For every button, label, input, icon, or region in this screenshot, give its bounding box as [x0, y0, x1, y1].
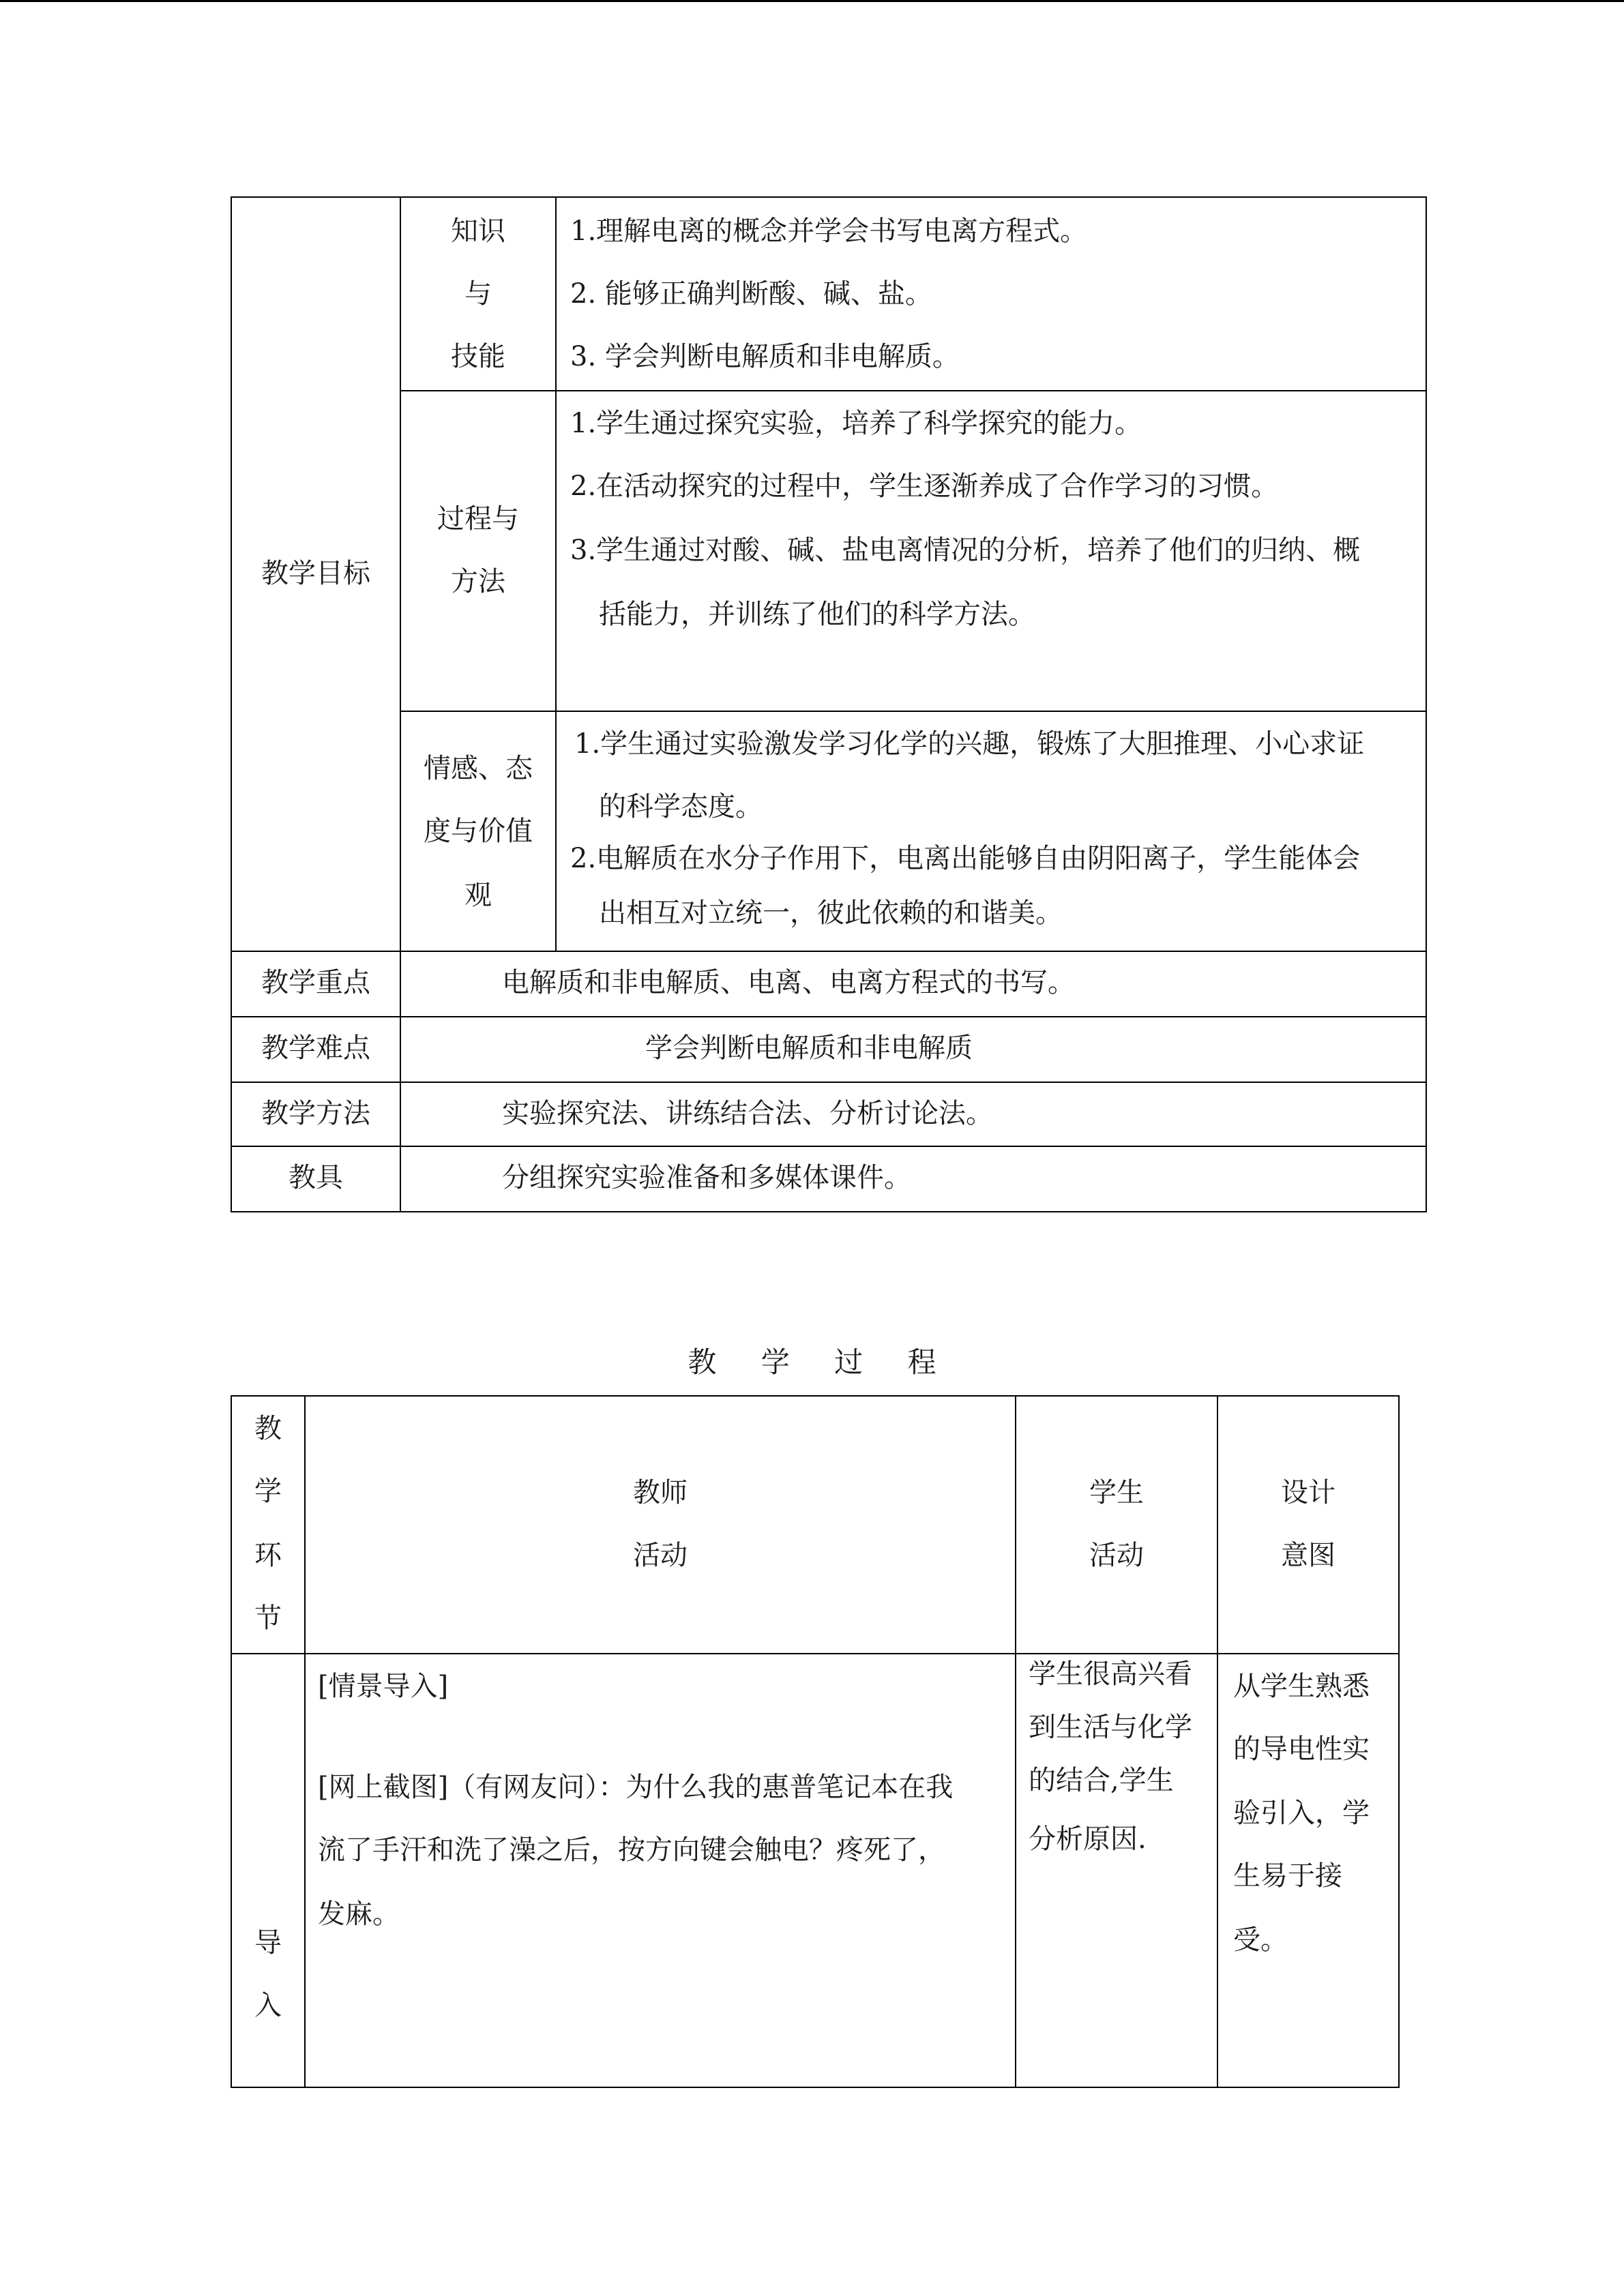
title-char: 过: [834, 1345, 863, 1379]
row-intent-line: 受。: [1233, 1924, 1288, 1956]
header-teacher-cell: [304, 1395, 1016, 1654]
row-teacher-line: 流了手汗和洗了澡之后，按方向键会触电？疼死了，: [318, 1834, 945, 1866]
header-intent-cell: [1217, 1395, 1400, 1654]
process-label-cell: [400, 390, 557, 712]
knowledge-item: 2. 能够正确判断酸、碱、盐。: [570, 278, 932, 310]
page-top-border: [0, 0, 1624, 2]
emotion-item: 1.学生通过实验激发学习化学的兴趣，锻炼了大胆推理、小心求证: [574, 728, 1365, 760]
objectives-label: 教学目标: [261, 558, 370, 589]
emotion-label-line: 度与价值: [424, 816, 533, 847]
row-value: 学会判断电解质和非电解质: [645, 1032, 973, 1064]
header-student-line: 活动: [1089, 1540, 1144, 1571]
emotion-item: 出相互对立统一，彼此依赖的和谐美。: [599, 897, 1063, 929]
title-char: 学: [761, 1345, 790, 1379]
title-char: 程: [907, 1345, 936, 1379]
row-label: 教学方法: [261, 1098, 370, 1129]
row-teacher-line: [情景导入]: [318, 1671, 449, 1702]
row-intent-line: 验引入，学: [1233, 1798, 1370, 1829]
header-teacher-line: 活动: [633, 1540, 688, 1571]
process-item: 括能力，并训练了他们的科学方法。: [599, 599, 1035, 630]
row-stage-char: 入: [254, 1990, 282, 2021]
row-student-line: 分析原因.: [1029, 1823, 1147, 1855]
process-label-line: 方法: [451, 566, 505, 597]
knowledge-label-line: 知识: [451, 215, 505, 247]
header-intent-line: 设计: [1281, 1477, 1335, 1508]
header-student-cell: [1015, 1395, 1218, 1654]
row-value: 电解质和非电解质、电离、电离方程式的书写。: [502, 967, 1075, 998]
row-label: 教具: [289, 1162, 343, 1193]
row-intent-line: 从学生熟悉: [1233, 1671, 1370, 1702]
process-item: 2.在活动探究的过程中，学生逐渐养成了合作学习的习惯。: [570, 471, 1279, 502]
row-teacher-cell: [304, 1653, 1016, 2088]
header-student-line: 学生: [1089, 1477, 1144, 1508]
header-stage-char: 节: [254, 1602, 282, 1634]
knowledge-label-line: 技能: [451, 341, 505, 372]
header-stage-char: 教: [254, 1413, 282, 1444]
process-label-line: 过程与: [437, 503, 519, 535]
row-student-line: 的结合,学生: [1029, 1765, 1174, 1796]
process-section-title: [0, 1340, 1624, 1381]
header-stage-char: 学: [254, 1476, 282, 1507]
row-value: 实验探究法、讲练结合法、分析讨论法。: [502, 1098, 993, 1129]
knowledge-label-line: 与: [464, 278, 492, 310]
row-intent-line: 生易于接: [1233, 1860, 1342, 1892]
row-value: 分组探究实验准备和多媒体课件。: [502, 1162, 911, 1193]
row-stage-cell: [231, 1653, 306, 2088]
process-item: 3.学生通过对酸、碱、盐电离情况的分析，培养了他们的归纳、概: [570, 535, 1361, 566]
row-teacher-line: [网上截图]（有网友问）：为什么我的惠普笔记本在我: [318, 1772, 954, 1803]
knowledge-item: 3. 学会判断电解质和非电解质。: [570, 341, 960, 372]
emotion-label-line: 观: [464, 880, 492, 911]
header-stage-char: 环: [254, 1540, 282, 1571]
emotion-label-line: 情感、态: [424, 753, 533, 784]
row-intent-line: 的导电性实: [1233, 1733, 1370, 1765]
emotion-item: 的科学态度。: [599, 791, 763, 822]
row-label: 教学重点: [261, 967, 370, 998]
title-char: 教: [688, 1345, 717, 1379]
row-student-line: 到生活与化学: [1029, 1712, 1192, 1743]
row-stage-char: 导: [254, 1927, 282, 1958]
process-item: 1.学生通过探究实验，培养了科学探究的能力。: [570, 408, 1142, 439]
row-student-line: 学生很高兴看: [1029, 1658, 1192, 1690]
emotion-item: 2.电解质在水分子作用下，电离出能够自由阴阳离子，学生能体会: [570, 843, 1361, 874]
row-label: 教学难点: [261, 1032, 370, 1064]
header-teacher-line: 教师: [633, 1477, 688, 1508]
row-teacher-line: 发麻。: [318, 1898, 400, 1930]
header-intent-line: 意图: [1281, 1540, 1335, 1571]
knowledge-item: 1.理解电离的概念并学会书写电离方程式。: [570, 215, 1088, 247]
